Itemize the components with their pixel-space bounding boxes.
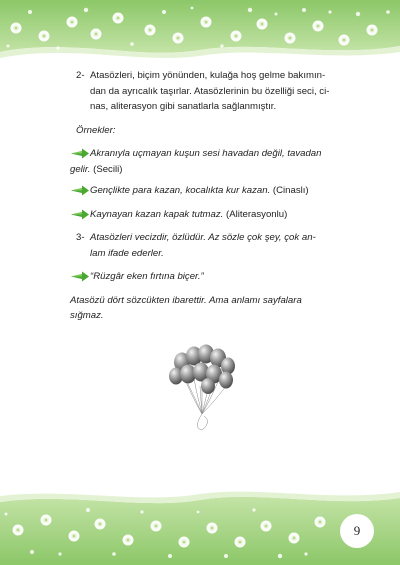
proverb-text: Kaynayan kazan kapak tutmaz.	[90, 208, 224, 220]
proverb-text: Gençlikte para kazan, kocalıkta kur kazan.	[90, 185, 271, 196]
example-item	[70, 207, 366, 223]
examples-label: Örnekler:	[76, 124, 116, 136]
example-text	[90, 183, 366, 199]
example-item	[70, 146, 366, 162]
green-arrow-icon	[70, 207, 90, 222]
text-line: Atasözü dört sözcükten ibarettir. Ama anlamı sayfalara	[70, 294, 302, 306]
daisy-flower-icon	[11, 23, 22, 34]
text-line: Atasözleri vecizdir, özlüdür. Az sözle çok şey, çok an-	[90, 232, 316, 243]
text-line: sığmaz.	[70, 310, 104, 321]
daisy-flower-icon	[13, 525, 24, 536]
example-text	[90, 146, 366, 162]
paragraph-number: 3-	[76, 232, 85, 243]
example-item	[70, 269, 366, 285]
paragraph-text	[90, 68, 366, 115]
text-line: Atasözleri, biçim yönünden, kulağa hoş gelme bakımın-	[90, 70, 326, 81]
example-note: (Aliterasyonlu)	[223, 208, 288, 220]
text-line: dan da ayrıcalık taşırlar. Atasözlerinin bu özelliği seci, ci-	[90, 85, 330, 97]
text-line: nas, aliterasyon gibi sanatlarla sağlanmıştır.	[90, 101, 277, 112]
example-note: (Secili)	[90, 163, 123, 175]
paragraph-text	[90, 230, 366, 261]
closing-paragraph	[70, 293, 366, 324]
example-continuation	[70, 162, 366, 178]
green-arrow-icon	[70, 269, 90, 284]
numbered-paragraph-2	[76, 68, 366, 115]
page-number: 9	[340, 514, 374, 548]
example-note: (Cinaslı)	[270, 185, 309, 196]
balloons-illustration	[168, 342, 236, 434]
green-arrow-icon	[70, 146, 90, 161]
green-arrow-icon	[70, 183, 90, 198]
page-content	[70, 68, 366, 324]
proverb-text: Akranıyla uçmayan kuşun sesi havadan değil, tavadan	[90, 148, 322, 159]
proverb-text: “Rüzgâr eken fırtına biçer.”	[90, 271, 204, 282]
top-flower-banner	[0, 0, 400, 62]
proverb-text: gelir.	[70, 163, 91, 175]
paragraph-number: 2-	[76, 70, 85, 81]
text-line: lam ifade ederler.	[90, 247, 164, 259]
example-text	[90, 207, 366, 223]
example-item	[70, 183, 366, 199]
numbered-paragraph-3	[76, 230, 366, 261]
